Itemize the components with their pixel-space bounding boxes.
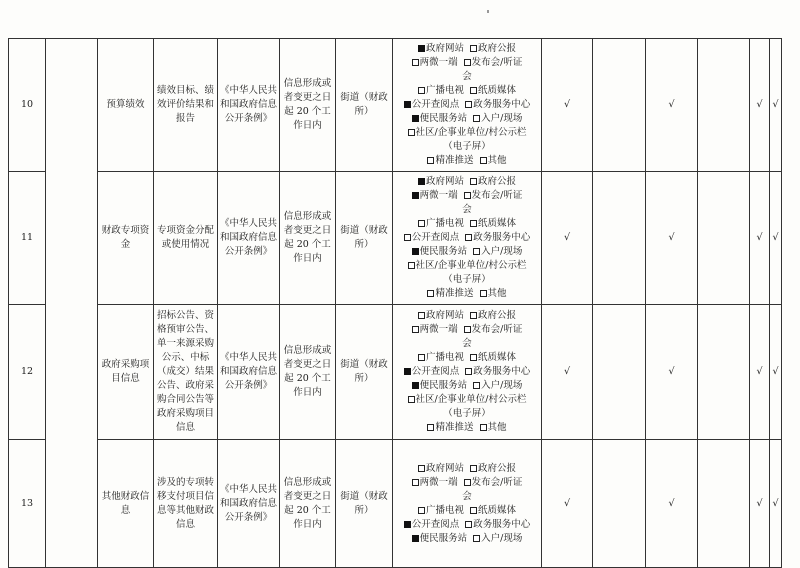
unchecked-box-icon bbox=[470, 220, 477, 227]
time-limit-cell: 信息形成或者变更之日起 20 个工作日内 bbox=[280, 440, 336, 568]
empty-cell bbox=[593, 39, 646, 172]
channel-label: 公开查阅点 bbox=[411, 232, 460, 243]
channel-line bbox=[393, 231, 541, 245]
unchecked-box-icon bbox=[470, 45, 477, 52]
unchecked-box-icon bbox=[473, 248, 480, 255]
unchecked-box-icon bbox=[465, 101, 472, 108]
unchecked-box-icon bbox=[480, 424, 487, 431]
channel-line bbox=[393, 476, 541, 490]
category-cell bbox=[46, 39, 98, 568]
channel-line bbox=[393, 490, 541, 504]
checked-box-icon bbox=[412, 192, 419, 199]
channel-line bbox=[393, 259, 541, 273]
table-row bbox=[9, 172, 782, 305]
unchecked-box-icon bbox=[470, 354, 477, 361]
channel-line bbox=[393, 112, 541, 126]
channel-label: 入户/现场 bbox=[481, 532, 523, 544]
channel-label: 便民服务站 bbox=[419, 113, 468, 124]
unchecked-box-icon bbox=[464, 59, 471, 66]
channel-label: 政务服务中心 bbox=[473, 99, 531, 110]
channel-line bbox=[393, 532, 541, 546]
channel-line bbox=[393, 42, 541, 56]
checked-box-icon bbox=[404, 521, 411, 528]
channel-line bbox=[393, 337, 541, 351]
time-limit-cell: 信息形成或者变更之日起 20 个工作日内 bbox=[280, 39, 336, 172]
unchecked-box-icon bbox=[470, 465, 477, 472]
table-row bbox=[9, 39, 782, 172]
channel-label: 政府公报 bbox=[478, 43, 517, 54]
channel-line bbox=[393, 323, 541, 337]
channel-line bbox=[393, 421, 541, 435]
unchecked-box-icon bbox=[470, 312, 477, 319]
channel-label: 纸质媒体 bbox=[478, 218, 517, 229]
channel-line bbox=[393, 379, 541, 393]
channel-label: 社区/企事业单位/村公示栏 bbox=[415, 394, 527, 405]
channel-label: 便民服务站 bbox=[419, 246, 468, 257]
unchecked-box-icon bbox=[404, 234, 411, 241]
checked-box-icon bbox=[412, 248, 419, 255]
unchecked-box-icon bbox=[418, 354, 425, 361]
channel-label: 纸质媒体 bbox=[478, 504, 517, 516]
empty-cell bbox=[593, 440, 646, 568]
unchecked-box-icon bbox=[418, 507, 425, 514]
item-cell: 预算绩效 bbox=[98, 39, 154, 172]
check-mark-icon: √ bbox=[646, 440, 698, 568]
unchecked-box-icon bbox=[470, 178, 477, 185]
table-row bbox=[9, 305, 782, 440]
channel-label: 公开查阅点 bbox=[411, 518, 460, 530]
content-cell: 专项资金分配或使用情况 bbox=[154, 172, 218, 305]
unchecked-box-icon bbox=[470, 507, 477, 514]
channel-continuation: 会 bbox=[462, 204, 472, 215]
unchecked-box-icon bbox=[408, 262, 415, 269]
channel-label: 政府公报 bbox=[478, 176, 517, 187]
channel-line bbox=[393, 126, 541, 140]
subject-cell: 街道（财政所） bbox=[336, 305, 393, 440]
subject-cell: 街道（财政所） bbox=[336, 440, 393, 568]
check-mark-icon: √ bbox=[646, 172, 698, 305]
unchecked-box-icon bbox=[473, 115, 480, 122]
channel-continuation: 会 bbox=[462, 490, 472, 502]
content-cell: 绩效目标、绩效评价结果和报告 bbox=[154, 39, 218, 172]
channel-label: 政府公报 bbox=[478, 310, 517, 321]
channel-label: 发布会/听证 bbox=[471, 324, 523, 335]
channel-line bbox=[393, 287, 541, 301]
unchecked-box-icon bbox=[473, 382, 480, 389]
scan-speck bbox=[487, 10, 489, 13]
checked-box-icon bbox=[404, 368, 411, 375]
content-cell: 招标公告、资格预审公告、单一来源采购公示、中标（成交）结果公告、政府采购合同公告等政府采购项目信息 bbox=[154, 305, 218, 440]
channels-cell bbox=[393, 39, 542, 172]
check-mark-icon: √ bbox=[542, 39, 593, 172]
channel-label: 政务服务中心 bbox=[473, 232, 531, 243]
row-number: 12 bbox=[9, 305, 46, 440]
unchecked-box-icon bbox=[408, 129, 415, 136]
empty-cell bbox=[698, 39, 750, 172]
channel-label: 发布会/听证 bbox=[471, 476, 523, 488]
checked-box-icon bbox=[404, 101, 411, 108]
checked-box-icon bbox=[412, 382, 419, 389]
channel-line bbox=[393, 140, 541, 154]
item-cell: 其他财政信息 bbox=[98, 440, 154, 568]
channel-line bbox=[393, 217, 541, 231]
unchecked-box-icon bbox=[465, 234, 472, 241]
unchecked-box-icon bbox=[473, 535, 480, 542]
check-mark-icon: √ bbox=[542, 440, 593, 568]
unchecked-box-icon bbox=[464, 479, 471, 486]
channel-label: 其他 bbox=[487, 155, 507, 166]
check-mark-icon: √ bbox=[542, 305, 593, 440]
check-mark-icon: √ bbox=[770, 305, 782, 440]
channel-label: 入户/现场 bbox=[481, 113, 523, 124]
empty-cell bbox=[593, 305, 646, 440]
unchecked-box-icon bbox=[465, 521, 472, 528]
unchecked-box-icon bbox=[480, 157, 487, 164]
channel-line bbox=[393, 309, 541, 323]
unchecked-box-icon bbox=[464, 192, 471, 199]
channel-line bbox=[393, 154, 541, 168]
empty-cell bbox=[593, 172, 646, 305]
unchecked-box-icon bbox=[464, 326, 471, 333]
time-limit-cell: 信息形成或者变更之日起 20 个工作日内 bbox=[280, 305, 336, 440]
disclosure-table bbox=[8, 38, 782, 568]
channel-label: 便民服务站 bbox=[419, 380, 468, 391]
channel-line bbox=[393, 56, 541, 70]
channel-line bbox=[393, 175, 541, 189]
channel-line bbox=[393, 203, 541, 217]
channel-label: 社区/企事业单位/村公示栏 bbox=[415, 260, 527, 271]
unchecked-box-icon bbox=[427, 290, 434, 297]
unchecked-box-icon bbox=[418, 312, 425, 319]
check-mark-icon: √ bbox=[770, 39, 782, 172]
table-body bbox=[9, 39, 782, 568]
channel-label: 政府网站 bbox=[425, 310, 464, 321]
channel-label: 两微一端 bbox=[419, 324, 458, 335]
channel-label: 便民服务站 bbox=[419, 532, 468, 544]
channel-label: 两微一端 bbox=[419, 476, 458, 488]
channel-label: 其他 bbox=[487, 288, 507, 299]
channel-continuation: （电子屏） bbox=[443, 141, 491, 152]
channel-label: 社区/企事业单位/村公示栏 bbox=[415, 127, 527, 138]
channel-line bbox=[393, 365, 541, 379]
item-cell: 政府采购项目信息 bbox=[98, 305, 154, 440]
unchecked-box-icon bbox=[412, 479, 419, 486]
channels-cell bbox=[393, 440, 542, 568]
unchecked-box-icon bbox=[412, 326, 419, 333]
channel-line bbox=[393, 462, 541, 476]
row-number: 13 bbox=[9, 440, 46, 568]
channel-label: 政府网站 bbox=[425, 43, 464, 54]
check-mark-icon: √ bbox=[770, 172, 782, 305]
empty-cell bbox=[698, 172, 750, 305]
channel-label: 广播电视 bbox=[425, 352, 464, 363]
unchecked-box-icon bbox=[408, 396, 415, 403]
channel-label: 精准推送 bbox=[435, 155, 474, 166]
item-cell: 财政专项资金 bbox=[98, 172, 154, 305]
check-mark-icon: √ bbox=[750, 172, 770, 305]
channel-label: 纸质媒体 bbox=[478, 85, 517, 96]
check-mark-icon: √ bbox=[750, 39, 770, 172]
channel-label: 两微一端 bbox=[419, 190, 458, 201]
channel-continuation: （电子屏） bbox=[443, 408, 491, 419]
checked-box-icon bbox=[418, 178, 425, 185]
channel-label: 其他 bbox=[487, 422, 507, 433]
channel-label: 政府公报 bbox=[478, 462, 517, 474]
empty-cell bbox=[698, 440, 750, 568]
empty-cell bbox=[698, 305, 750, 440]
row-number: 11 bbox=[9, 172, 46, 305]
unchecked-box-icon bbox=[470, 87, 477, 94]
channel-label: 发布会/听证 bbox=[471, 190, 523, 201]
unchecked-box-icon bbox=[418, 87, 425, 94]
channel-continuation: 会 bbox=[462, 338, 472, 349]
check-mark-icon: √ bbox=[646, 305, 698, 440]
unchecked-box-icon bbox=[427, 157, 434, 164]
unchecked-box-icon bbox=[418, 220, 425, 227]
channel-line bbox=[393, 84, 541, 98]
channels-cell bbox=[393, 172, 542, 305]
basis-cell: 《中华人民共和国政府信息公开条例》 bbox=[218, 440, 280, 568]
content-cell: 涉及的专项转移支付项目信息等其他财政信息 bbox=[154, 440, 218, 568]
check-mark-icon: √ bbox=[750, 440, 770, 568]
channel-label: 发布会/听证 bbox=[471, 57, 523, 68]
unchecked-box-icon bbox=[480, 290, 487, 297]
unchecked-box-icon bbox=[465, 368, 472, 375]
channel-label: 两微一端 bbox=[419, 57, 458, 68]
subject-cell: 街道（财政所） bbox=[336, 39, 393, 172]
channel-label: 政府网站 bbox=[425, 176, 464, 187]
check-mark-icon: √ bbox=[646, 39, 698, 172]
channel-line bbox=[393, 351, 541, 365]
channel-line bbox=[393, 407, 541, 421]
checked-box-icon bbox=[418, 45, 425, 52]
channel-line bbox=[393, 189, 541, 203]
channel-line bbox=[393, 504, 541, 518]
channel-label: 精准推送 bbox=[435, 288, 474, 299]
basis-cell: 《中华人民共和国政府信息公开条例》 bbox=[218, 172, 280, 305]
channel-label: 入户/现场 bbox=[481, 380, 523, 391]
channel-continuation: （电子屏） bbox=[443, 274, 491, 285]
basis-cell: 《中华人民共和国政府信息公开条例》 bbox=[218, 39, 280, 172]
basis-cell: 《中华人民共和国政府信息公开条例》 bbox=[218, 305, 280, 440]
channel-label: 广播电视 bbox=[425, 85, 464, 96]
channel-line bbox=[393, 518, 541, 532]
check-mark-icon: √ bbox=[542, 172, 593, 305]
channel-line bbox=[393, 98, 541, 112]
channel-label: 广播电视 bbox=[425, 504, 464, 516]
channel-label: 公开查阅点 bbox=[411, 99, 460, 110]
channel-line bbox=[393, 245, 541, 259]
channels-cell bbox=[393, 305, 542, 440]
channel-label: 入户/现场 bbox=[481, 246, 523, 257]
check-mark-icon: √ bbox=[750, 305, 770, 440]
subject-cell: 街道（财政所） bbox=[336, 172, 393, 305]
checked-box-icon bbox=[412, 115, 419, 122]
channel-label: 政务服务中心 bbox=[473, 518, 531, 530]
checked-box-icon bbox=[412, 535, 419, 542]
channel-label: 政府网站 bbox=[425, 462, 464, 474]
channel-label: 纸质媒体 bbox=[478, 352, 517, 363]
unchecked-box-icon bbox=[418, 465, 425, 472]
channel-label: 政务服务中心 bbox=[473, 366, 531, 377]
unchecked-box-icon bbox=[427, 424, 434, 431]
channel-line bbox=[393, 393, 541, 407]
channel-label: 精准推送 bbox=[435, 422, 474, 433]
channel-label: 广播电视 bbox=[425, 218, 464, 229]
channel-continuation: 会 bbox=[462, 71, 472, 82]
table-row bbox=[9, 440, 782, 568]
check-mark-icon: √ bbox=[770, 440, 782, 568]
unchecked-box-icon bbox=[412, 59, 419, 66]
channel-label: 公开查阅点 bbox=[411, 366, 460, 377]
channel-line bbox=[393, 273, 541, 287]
time-limit-cell: 信息形成或者变更之日起 20 个工作日内 bbox=[280, 172, 336, 305]
channel-line bbox=[393, 70, 541, 84]
row-number: 10 bbox=[9, 39, 46, 172]
